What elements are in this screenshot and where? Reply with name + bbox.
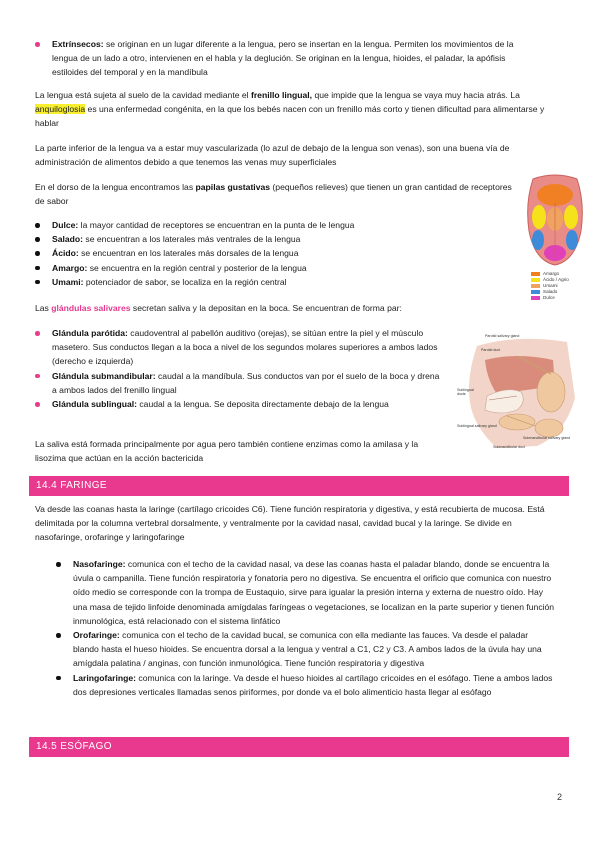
legend-swatch [531, 272, 540, 276]
label-submandibular-gland: Submandibular salivary gland [523, 436, 571, 440]
label-submandibular-duct: Submandibular duct [493, 445, 525, 449]
frenillo-paragraph: La lengua está sujeta al suelo de la cavidad mediante el frenillo lingual, que impide que la lengua se vaya muy hacia atrás. La anquiloglosia es una enfermedad congénita, en la que los bebés nacen con un frenillo más corto y tienen dificultad para alimentarse y hablar [35, 90, 545, 129]
legend-swatch [531, 278, 540, 282]
section-heading-esofago: 14.5 ESÓFAGO [29, 737, 569, 757]
list-item: Glándula submandibular: caudal a la mandíbula. Sus conductos van por el suelo de la boca y drena a ambos lados del frenillo lingual [35, 369, 445, 397]
list-item-text: se originan en un lugar diferente a la lengua, pero se insertan en la lengua. Permiten los movimientos de la lengua de un lado a otro, intervienen en el habla y la deglución. Se originan en la lengua, hioides, el paladar, la apófisis estiloides del temporal y en la mandíbula [52, 39, 514, 78]
parte-inferior-paragraph: La parte inferior de la lengua va a estar muy vascularizada (lo azul de debajo de la lengua son venas), son una buena vía de administración de alimentos debido a que tenemos las venas muy superficiales [35, 143, 510, 168]
label-sublingual-ducts: Sublingual ducts [457, 388, 474, 397]
list-item: Glándula sublingual: caudal a la lengua. Se deposita directamente debajo de la lengua [35, 397, 445, 411]
list-item: Ácido: se encuentran en los laterales más dorsales de la lengua [35, 246, 495, 260]
glandulas-paragraph: Las glándulas salivares secretan saliva y la depositan en la boca. Se encuentran de forma par: [35, 303, 402, 313]
papilas-paragraph: En el dorso de la lengua encontramos las papilas gustativas (pequeños relieves) que tienen un gran cantidad de receptores de sabor [35, 182, 512, 207]
list-item: Nasofaringe: comunica con el techo de la cavidad nasal, va dese las coanas hasta el paladar blando, donde se encuentra la úvula o campanilla. Tiene función respiratoria y fonatoria pero no digestiva. Se encuentra el orificio que comunica con nuestro oído medio se corresponde con la trompa de Eustaquio, sirve para igualar la presión interna y externa de nuestro oído. Hay una masa de tejido linfoide denominada amígdalas faríngeas o vegetaciones, se localizan en la parte superior y tienen función inmunológica, está relacionado con el sistema linfático [56, 557, 556, 628]
legend-item: Dulce [531, 295, 569, 301]
page-number: 2 [557, 792, 563, 802]
highlighted-term: anquiloglosia [35, 104, 86, 115]
saliva-paragraph: La saliva está formada principalmente por agua pero también contiene enzimas como la amilasa y la lisozima que actúan en la acción bactericida [35, 439, 419, 464]
glandulas-list [35, 326, 445, 411]
list-item: Orofaringe: comunica con el techo de la cavidad bucal, se comunica con ella mediante las fauces. Va desde el paladar blando hasta el hueso hioides. Se encuentra dorsal a la lengua y ventral a C1, C2 y C3. A ambos lados de la úvula hay una amígdala palatina / anginas, con función inmunológica. Tiene función respiratoria y digestiva [56, 628, 556, 671]
tongue-graphic [525, 173, 585, 267]
label-parotid-gland: Parotid salivary gland [485, 334, 520, 338]
legend-item: Ácido / Agrio [531, 277, 569, 283]
extrinsecos-list [35, 37, 535, 80]
faringe-list [56, 557, 556, 699]
list-item: Amargo: se encuentra en la región central y posterior de la lengua [35, 261, 495, 275]
tongue-taste-map-illustration [525, 173, 585, 299]
list-item: Laringofaringe: comunica con la laringe. Va desde el hueso hioides al cartílago cricoides en el esófago. Tiene a ambos lados dos depresiones verticales llamadas senos piriformes, por donde va el bolo alimenticio hasta llegar al esófago [56, 671, 556, 699]
list-item [35, 37, 535, 80]
sabores-list [35, 218, 495, 289]
faringe-intro-paragraph: Va desde las coanas hasta la laringe (cartílago cricoides C6). Tiene función respiratoria y digestiva, y está recubierta de mucosa. Está delimitada por la columna vertebral dorsalmente, y ventralmente por la cavidad nasal, cavidad bucal y la laringe. Se divide en nasofaringe, orofaringe y laringofaringe [35, 504, 545, 543]
tongue-legend [531, 271, 569, 301]
salivary-glands-illustration [457, 330, 577, 455]
legend-swatch [531, 296, 540, 300]
legend-item: Umami [531, 283, 569, 289]
list-item: Dulce: la mayor cantidad de receptores se encuentran en la punta de le lengua [35, 218, 495, 232]
glandulas-term: glándulas salivares [51, 303, 131, 313]
label-sublingual-gland: Sublingual salivary gland [457, 424, 497, 428]
frenillo-term: frenillo lingual, [250, 90, 313, 100]
legend-swatch [531, 290, 540, 294]
legend-item: Amargo [531, 271, 569, 277]
legend-item: Salado [531, 289, 569, 295]
legend-swatch [531, 284, 540, 288]
list-item: Glándula parótida: caudoventral al pabellón auditivo (orejas), se sitúan entre la piel y el músculo masetero. Sus conductos llegan a la boca a nivel de los segundos molares superiores a ambos lados (derecho e izquierda) [35, 326, 445, 369]
list-item: Salado: se encuentran a los laterales más ventrales de la lengua [35, 232, 495, 246]
papilas-term: papilas gustativas [195, 182, 271, 192]
label-parotid-duct: Parotid duct [481, 348, 501, 352]
list-item: Umami: potenciador de sabor, se localiza en la región central [35, 275, 495, 289]
section-heading-faringe: 14.4 FARINGE [29, 476, 569, 496]
list-item-term: Extrínsecos: [52, 39, 104, 49]
